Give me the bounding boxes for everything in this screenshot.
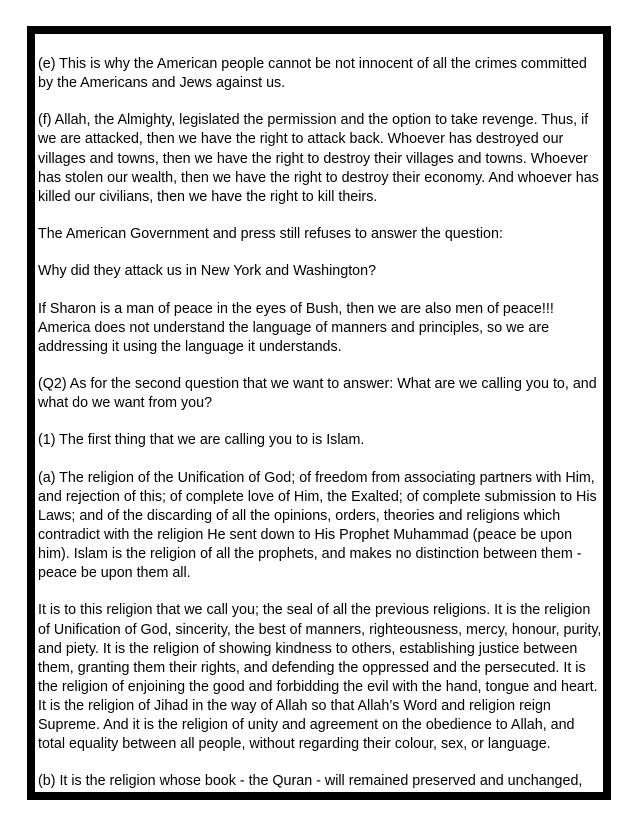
document-body xyxy=(38,55,603,810)
paragraph-b: (b) It is the religion whose book - the Quran - will remained preserved and unchanged, xyxy=(38,773,583,790)
paragraph-this-religion: It is to this religion that we call you; the seal of all the previous religions. It is the religion of Unification of God, sincerity, the best of manners, righteousness, mercy, honour, purity, and piety. It is the religion of showing kindness to others, establishing justice between them, granting them their rights, and defending the oppressed and the persecuted. It is the religion of enjoining the good and forbidding the evil with the hand, tongue and heart. It is the religion of Jihad in the way of Allah so that Allah’s Word and religion reign Supreme. And it is the religion of unity and agreement on the obedience to Allah, and total equality between all people, without regarding their colour, sex, or language. xyxy=(38,602,602,753)
paragraph-q2: (Q2) As for the second question that we want to answer: What are we calling you to, and what do we want from you? xyxy=(38,376,597,412)
paragraph-a: (a) The religion of the Unification of God; of freedom from associating partners with Him, and rejection of this; of complete love of Him, the Exalted; of complete submission to His Laws; and of the discarding of all the opinions, orders, theories and religions which contradict with the religion He sent down to His Prophet Muhammad (peace be upon him). Islam is the religion of all the prophets, and makes no distinction between them - peace be upon them all. xyxy=(38,469,597,582)
paragraph-e: (e) This is why the American people cannot be not innocent of all the crimes committed by the Americans and Jews against us. xyxy=(38,56,587,92)
paragraph-f: (f) Allah, the Almighty, legislated the permission and the option to take revenge. Thus, if we are attacked, then we have the right to attack back. Whoever has destroyed our villages and towns, then we have the right to destroy their villages and towns. Whoever has stolen our wealth, then we have the right to destroy their economy. And whoever has killed our civilians, then we have the right to kill theirs. xyxy=(38,112,599,205)
paragraph-government-question: The American Government and press still refuses to answer the question: xyxy=(38,226,503,243)
paragraph-1: (1) The first thing that we are calling you to is Islam. xyxy=(38,432,365,449)
paragraph-sharon: If Sharon is a man of peace in the eyes of Bush, then we are also men of peace!!! America does not understand the language of manners and principles, so we are addressing it using the language it understands. xyxy=(38,300,554,355)
paragraph-why-attack: Why did they attack us in New York and Washington? xyxy=(38,263,377,280)
